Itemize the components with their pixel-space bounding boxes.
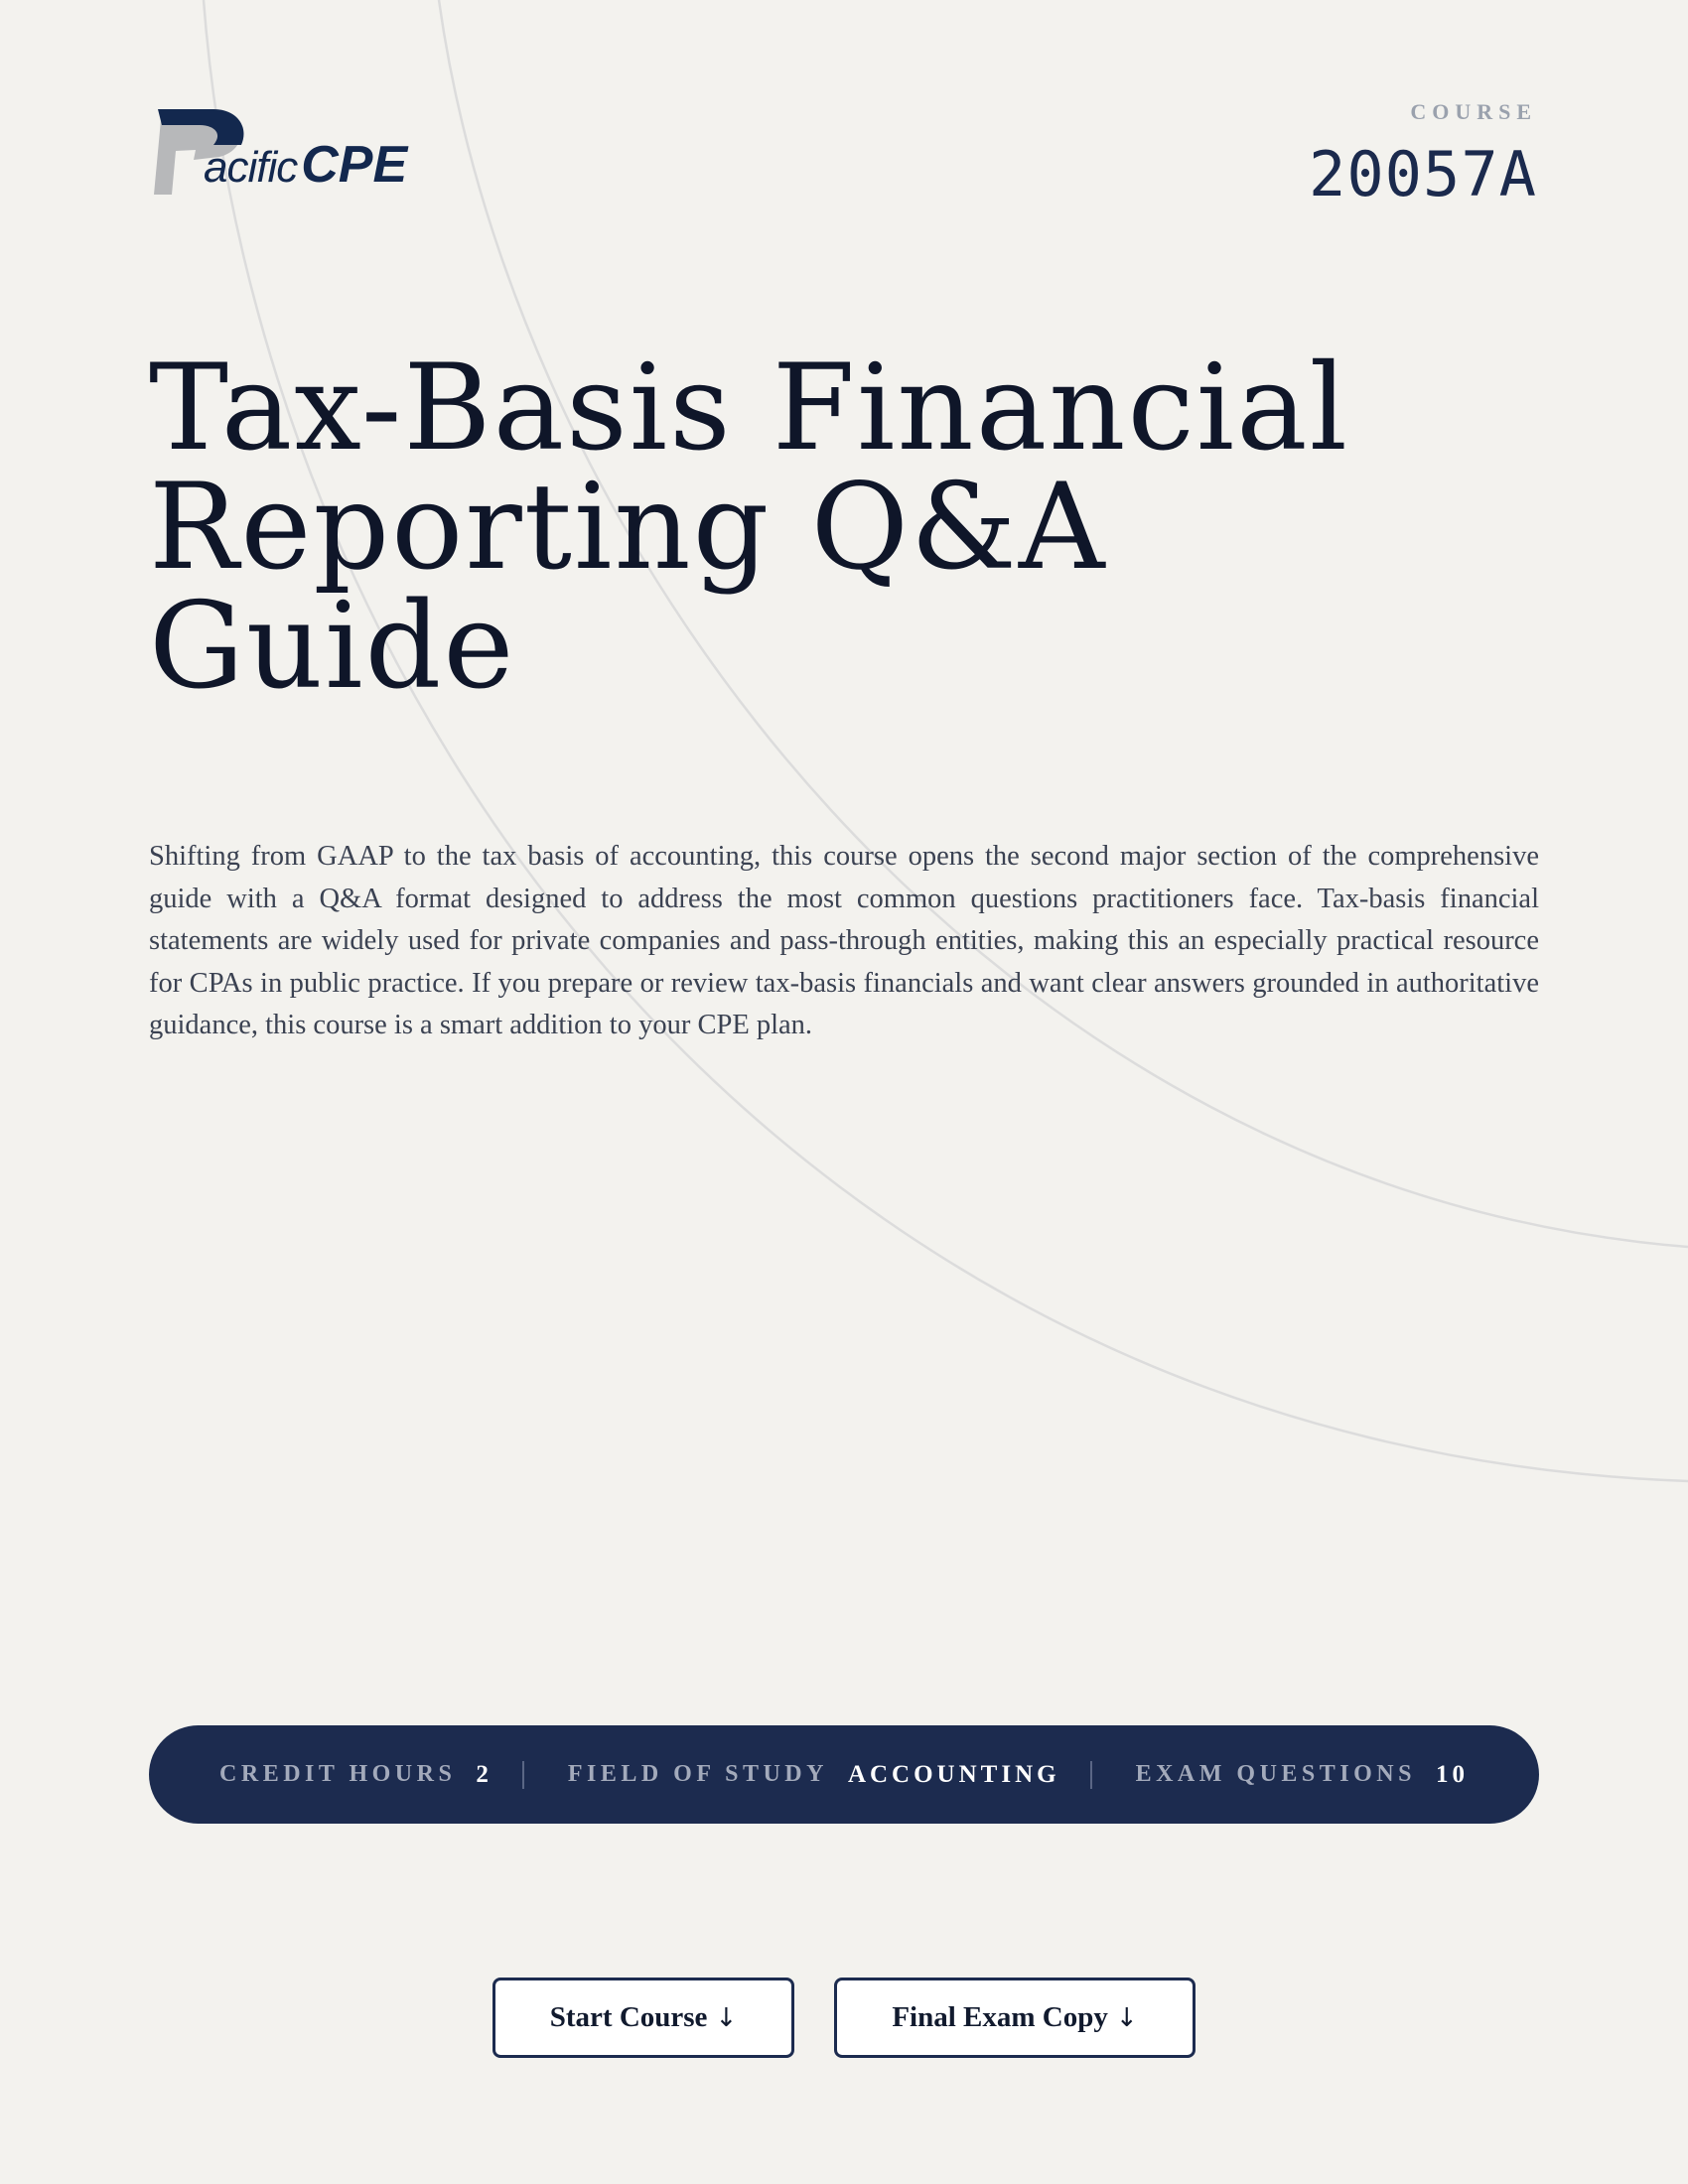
exam-questions xyxy=(1136,1761,1469,1789)
logo-wordmark-acific: acific xyxy=(204,143,298,192)
course-description: Shifting from GAAP to the tax basis of accounting, this course opens the second major section of the comprehensive guide with a Q&A format designed to address the most common questions practitioners face. Tax-basis financial statements are widely used for private companies and pass-through entities, making this an especially practical resource for CPAs in public practice. If you prepare or review tax-basis financials and want clear answers grounded in authoritative guidance, this course is a smart addition to your CPE plan. xyxy=(149,841,1539,1040)
exam-questions-label: EXAM QUESTIONS xyxy=(1135,1761,1416,1787)
field-of-study xyxy=(568,1761,1060,1789)
course-title xyxy=(149,340,1539,716)
course-label: COURSE xyxy=(1410,99,1537,124)
start-course-button[interactable] xyxy=(492,1978,794,2058)
field-of-study-value: ACCOUNTING xyxy=(847,1760,1060,1788)
final-exam-copy-label: Final Exam Copy xyxy=(892,2001,1108,2033)
logo-wordmark-cpe: CPE xyxy=(301,136,408,194)
course-title-line-2: Reporting Q&A xyxy=(149,459,1107,597)
field-of-study-label: FIELD OF STUDY xyxy=(567,1761,828,1787)
final-exam-copy-button[interactable] xyxy=(834,1978,1196,2058)
credit-hours xyxy=(219,1761,492,1789)
meta-divider xyxy=(1090,1761,1092,1789)
credit-hours-label: CREDIT HOURS xyxy=(219,1761,457,1787)
start-course-label: Start Course xyxy=(549,2001,708,2033)
course-title-line-3: Guide xyxy=(149,578,516,716)
action-buttons xyxy=(0,1978,1688,2058)
course-code: 20057A xyxy=(1309,138,1537,210)
course-title-line-1: Tax-Basis Financial xyxy=(149,340,1350,478)
course-meta-bar xyxy=(149,1725,1539,1824)
credit-hours-value: 2 xyxy=(476,1760,492,1788)
exam-questions-value: 10 xyxy=(1435,1760,1469,1788)
arrow-down-icon: ↓ xyxy=(1115,2002,1138,2033)
pacific-cpe-logo xyxy=(154,105,408,201)
meta-divider xyxy=(522,1761,524,1789)
arrow-down-icon: ↓ xyxy=(715,2002,738,2033)
logo-wordmark xyxy=(204,136,408,194)
